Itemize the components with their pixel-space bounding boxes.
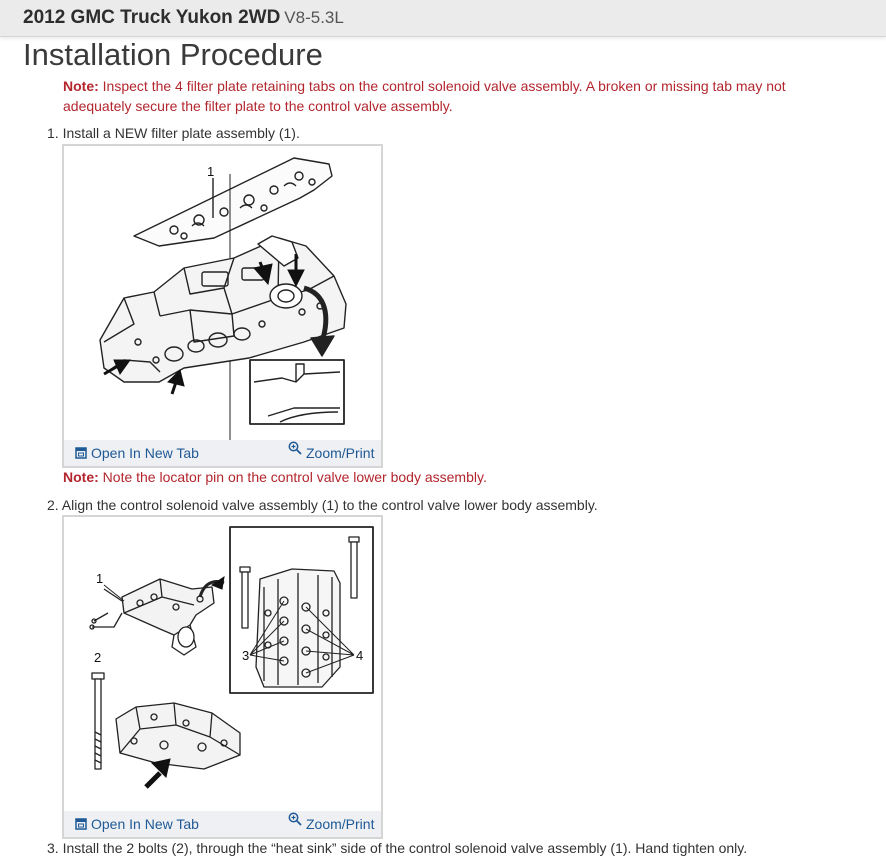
figure-toolbar (64, 440, 381, 466)
callout-2: 2 (94, 650, 102, 665)
step-3: 3. Install the 2 bolts (2), through the “heat sink” side of the control solenoid valve assembly (1). Hand tighten only. (47, 840, 748, 856)
note-label: Note: (63, 78, 99, 94)
page-title: Installation Procedure (23, 37, 323, 72)
vehicle-name: 2012 GMC Truck Yukon 2WD (23, 7, 281, 28)
header-bar (0, 0, 886, 37)
zoom-icon (288, 441, 302, 455)
note-text: Inspect the 4 filter plate retaining tabs on the control solenoid valve assembly. A broken or missing tab may not adequately secure the filter plate to the control valve assembly. (63, 78, 786, 114)
zoom-print-link[interactable] (288, 441, 375, 461)
figure-filter-plate (62, 144, 383, 468)
filter-plate-illustration (64, 146, 381, 442)
figure-solenoid-align (62, 515, 383, 839)
callout-4: 4 (356, 648, 364, 663)
callout-3: 3 (242, 648, 250, 663)
note-locator-pin (63, 467, 823, 487)
callout-1: 1 (207, 164, 215, 179)
open-new-tab-link[interactable] (75, 816, 199, 832)
note-text: Note the locator pin on the control valve lower body assembly. (102, 469, 487, 485)
zoom-print-label: Zoom/Print (306, 816, 375, 832)
vehicle-title (23, 7, 344, 29)
zoom-icon (288, 812, 302, 826)
open-new-tab-icon (75, 818, 87, 830)
open-new-tab-link[interactable] (75, 445, 199, 461)
engine-label: V8-5.3L (284, 8, 344, 27)
zoom-print-link[interactable] (288, 812, 375, 832)
step-1: 1. Install a NEW filter plate assembly (1). (47, 125, 300, 141)
callout-1: 1 (96, 571, 104, 586)
note-label: Note: (63, 469, 99, 485)
open-new-tab-label: Open In New Tab (91, 445, 199, 461)
solenoid-align-illustration (64, 517, 381, 813)
figure-toolbar (64, 811, 381, 837)
open-new-tab-label: Open In New Tab (91, 816, 199, 832)
step-2: 2. Align the control solenoid valve assembly (1) to the control valve lower body assembly. (47, 497, 598, 513)
zoom-print-label: Zoom/Print (306, 445, 375, 461)
note-filter-tabs (63, 76, 823, 116)
open-new-tab-icon (75, 447, 87, 459)
